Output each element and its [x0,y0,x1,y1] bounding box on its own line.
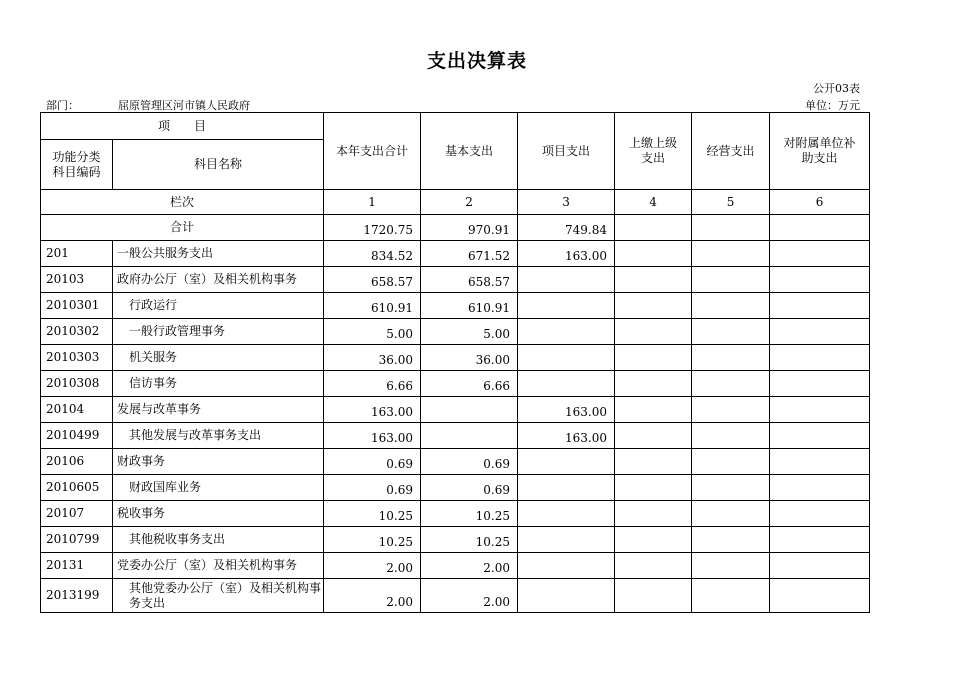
row-project [518,371,615,397]
unit-label: 单位：万元 [805,99,860,112]
table-row [41,553,870,579]
row-operation [692,345,770,371]
row-total: 5.00 [324,319,421,345]
department-label: 部门： [46,99,79,112]
row-basic: 671.52 [421,241,518,267]
row-name: 行政运行 [113,293,324,319]
total-operation [692,215,770,241]
row-code: 2010499 [41,423,113,449]
row-name: 发展与改革事务 [113,397,324,423]
table-row [41,449,870,475]
row-subsidy [770,475,870,501]
row-remit [615,293,692,319]
row-operation [692,579,770,613]
row-total: 834.52 [324,241,421,267]
table-row [41,241,870,267]
row-basic: 2.00 [421,553,518,579]
row-code: 20107 [41,501,113,527]
row-operation [692,397,770,423]
row-basic [421,423,518,449]
total-row [41,215,870,241]
row-subsidy [770,501,870,527]
row-basic: 10.25 [421,501,518,527]
table-row [41,579,870,613]
row-subsidy [770,345,870,371]
row-operation [692,423,770,449]
table-row [41,475,870,501]
row-name: 其他税收事务支出 [113,527,324,553]
row-total: 610.91 [324,293,421,319]
row-project [518,449,615,475]
row-remit [615,475,692,501]
row-code: 2013199 [41,579,113,613]
row-remit [615,423,692,449]
row-total: 0.69 [324,475,421,501]
row-name: 一般公共服务支出 [113,241,324,267]
row-basic: 10.25 [421,527,518,553]
row-total: 6.66 [324,371,421,397]
total-remit [615,215,692,241]
row-name: 财政国库业务 [113,475,324,501]
row-subsidy [770,319,870,345]
row-remit [615,579,692,613]
row-operation [692,241,770,267]
row-remit [615,319,692,345]
row-remit [615,345,692,371]
header-total: 本年支出合计 [324,113,421,190]
row-project: 163.00 [518,397,615,423]
table-row [41,371,870,397]
col-num: 6 [770,190,870,215]
row-project [518,527,615,553]
row-code: 2010302 [41,319,113,345]
row-total: 2.00 [324,579,421,613]
row-name: 其他党委办公厅（室）及相关机构事务支出 [113,579,324,613]
row-operation [692,319,770,345]
row-total: 10.25 [324,527,421,553]
row-remit [615,527,692,553]
row-remit [615,449,692,475]
row-total: 0.69 [324,449,421,475]
row-project [518,553,615,579]
total-amount: 1720.75 [324,215,421,241]
row-total: 10.25 [324,501,421,527]
row-project [518,293,615,319]
row-basic: 5.00 [421,319,518,345]
table-row [41,345,870,371]
row-remit [615,267,692,293]
col-num: 1 [324,190,421,215]
row-project: 163.00 [518,241,615,267]
row-name: 信访事务 [113,371,324,397]
row-total: 36.00 [324,345,421,371]
row-operation [692,267,770,293]
row-name: 党委办公厅（室）及相关机构事务 [113,553,324,579]
row-code: 2010605 [41,475,113,501]
header-item: 项 目 [41,113,324,140]
row-code: 20106 [41,449,113,475]
row-name: 一般行政管理事务 [113,319,324,345]
row-basic: 6.66 [421,371,518,397]
row-basic: 0.69 [421,475,518,501]
col-num: 5 [692,190,770,215]
row-name: 税收事务 [113,501,324,527]
department-name: 屈原管理区河市镇人民政府 [118,99,250,112]
row-operation [692,449,770,475]
row-code: 20131 [41,553,113,579]
table-row [41,267,870,293]
col-num: 4 [615,190,692,215]
row-operation [692,371,770,397]
row-operation [692,553,770,579]
row-code: 20103 [41,267,113,293]
table-row [41,293,870,319]
row-basic: 0.69 [421,449,518,475]
total-label: 合计 [41,215,324,241]
row-basic [421,397,518,423]
row-remit [615,553,692,579]
row-total: 658.57 [324,267,421,293]
row-total: 163.00 [324,423,421,449]
row-subsidy [770,267,870,293]
row-subsidy [770,553,870,579]
row-project [518,267,615,293]
header-project: 项目支出 [518,113,615,190]
row-remit [615,501,692,527]
row-name: 机关服务 [113,345,324,371]
row-name: 其他发展与改革事务支出 [113,423,324,449]
header-code-label: 功能分类科目编码 [41,140,113,190]
row-basic: 2.00 [421,579,518,613]
row-subsidy [770,397,870,423]
header-subsidy: 对附属单位补助支出 [770,113,870,190]
row-remit [615,241,692,267]
row-operation [692,475,770,501]
row-project [518,501,615,527]
row-project [518,345,615,371]
row-subsidy [770,293,870,319]
row-code: 201 [41,241,113,267]
col-num: 3 [518,190,615,215]
header-operation: 经营支出 [692,113,770,190]
row-code: 2010799 [41,527,113,553]
col-num: 2 [421,190,518,215]
row-code: 2010308 [41,371,113,397]
expenditure-table [40,112,870,613]
page-title: 支出决算表 [426,50,527,72]
total-basic: 970.91 [421,215,518,241]
row-basic: 610.91 [421,293,518,319]
row-total: 2.00 [324,553,421,579]
total-subsidy [770,215,870,241]
row-subsidy [770,241,870,267]
form-number: 公开03表 [813,82,860,95]
header-basic: 基本支出 [421,113,518,190]
row-project: 163.00 [518,423,615,449]
row-remit [615,371,692,397]
row-project [518,319,615,345]
row-name: 政府办公厅（室）及相关机构事务 [113,267,324,293]
table-row [41,423,870,449]
row-project [518,475,615,501]
row-name: 财政事务 [113,449,324,475]
row-subsidy [770,371,870,397]
header-remit: 上缴上级支出 [615,113,692,190]
row-code: 2010301 [41,293,113,319]
row-basic: 658.57 [421,267,518,293]
table-row [41,527,870,553]
row-total: 163.00 [324,397,421,423]
row-operation [692,527,770,553]
row-code: 2010303 [41,345,113,371]
header-lanci: 栏次 [41,190,324,215]
row-subsidy [770,423,870,449]
table-row [41,319,870,345]
row-subsidy [770,527,870,553]
row-operation [692,293,770,319]
table-row [41,501,870,527]
row-basic: 36.00 [421,345,518,371]
header-name-label: 科目名称 [113,140,324,190]
row-subsidy [770,579,870,613]
row-project [518,579,615,613]
table-row [41,397,870,423]
row-code: 20104 [41,397,113,423]
total-project: 749.84 [518,215,615,241]
row-operation [692,501,770,527]
row-remit [615,397,692,423]
row-subsidy [770,449,870,475]
